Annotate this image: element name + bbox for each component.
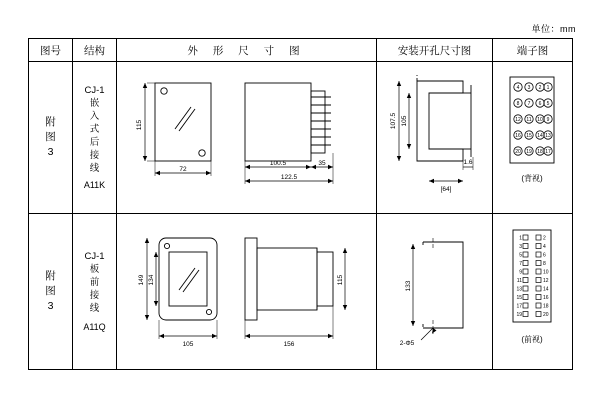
svg-text:10: 10 (543, 269, 549, 275)
row-1-cutout-drawing (377, 62, 493, 214)
row-1-outline-drawing (117, 62, 377, 214)
dim-72: 72 (179, 165, 187, 173)
outline-svg-row2 (117, 216, 375, 368)
cutout-svg-row1 (377, 63, 491, 213)
svg-text:12: 12 (543, 277, 549, 284)
dim-122-5: 122.5 (280, 173, 298, 181)
svg-text:3: 3 (527, 84, 531, 91)
outline-svg-row1 (117, 63, 375, 213)
svg-text:11: 11 (516, 277, 522, 284)
terminal-view-label-row2: (前视) (521, 334, 543, 344)
header-cell-terminal: 端子图 (493, 39, 573, 62)
row-2-structure: CJ-1 板 前 接 线 A11Q (83, 250, 106, 332)
svg-text:8: 8 (516, 100, 520, 107)
dim-100-5: 100.5 (269, 159, 287, 167)
header-cell-structure: 结构 (73, 39, 117, 62)
svg-text:19: 19 (526, 148, 532, 155)
table-row (29, 62, 573, 214)
svg-text:5: 5 (546, 100, 550, 107)
svg-text:16: 16 (543, 294, 549, 301)
svg-text:13: 13 (516, 286, 522, 292)
dim-64: [64] (440, 185, 452, 193)
svg-text:14: 14 (537, 132, 543, 139)
dim-149: 149 (138, 274, 145, 285)
svg-text:19: 19 (516, 311, 522, 318)
svg-text:10: 10 (537, 116, 543, 123)
dim-1-6: 1.6 (463, 158, 473, 166)
svg-text:15: 15 (526, 132, 532, 139)
terminal-view-label-row1: (背视) (521, 173, 543, 183)
cutout-svg-row2 (377, 216, 491, 368)
svg-text:5: 5 (519, 252, 522, 258)
dim-105-row2: 105 (182, 340, 194, 348)
terminal-svg-row1 (493, 63, 571, 213)
spec-table (28, 38, 573, 370)
row-1-structure-cell (73, 62, 117, 214)
row-1-id-cell (29, 62, 73, 214)
svg-text:7: 7 (519, 260, 522, 267)
header-cell-id: 图号 (29, 39, 73, 62)
svg-text:20: 20 (515, 148, 521, 155)
unit-note: 单位：mm (531, 24, 576, 34)
svg-text:6: 6 (538, 100, 542, 107)
terminal-left-numbers (516, 235, 522, 318)
svg-text:6: 6 (543, 252, 546, 258)
dim-115-row2: 115 (337, 274, 344, 285)
dim-35: 35 (318, 159, 326, 167)
svg-text:12: 12 (515, 116, 521, 123)
svg-text:9: 9 (546, 116, 550, 123)
svg-text:18: 18 (543, 303, 549, 309)
dim-115: 115 (136, 119, 143, 130)
svg-text:4: 4 (543, 243, 546, 250)
table-row (29, 214, 573, 370)
row-2-cutout-drawing (377, 214, 493, 370)
row-1-terminal-diagram (493, 62, 573, 214)
svg-text:20: 20 (543, 311, 549, 318)
svg-text:18: 18 (537, 148, 543, 155)
row-2-outline-drawing (117, 214, 377, 370)
svg-text:15: 15 (516, 294, 522, 301)
terminal-right-numbers (543, 235, 549, 318)
dim-105: 105 (401, 115, 408, 126)
svg-text:13: 13 (545, 132, 551, 139)
row-2-id: 附 图 3 (45, 270, 56, 312)
table-header-row (29, 39, 573, 62)
svg-text:16: 16 (515, 132, 521, 139)
svg-text:8: 8 (543, 260, 546, 267)
row-2-id-cell (29, 214, 73, 370)
svg-text:17: 17 (516, 303, 522, 309)
dim-2-phi5: 2-Φ5 (399, 339, 415, 347)
svg-text:2: 2 (543, 235, 546, 241)
svg-text:1: 1 (546, 84, 550, 91)
row-2-structure-cell (73, 214, 117, 370)
row-1-id: 附 图 3 (45, 116, 56, 158)
header-cell-outline: 外 形 尺 寸 图 (117, 39, 377, 62)
row-1-structure: CJ-1 嵌 入 式 后 接 线 A11K (83, 84, 106, 190)
svg-text:14: 14 (543, 286, 549, 292)
svg-text:9: 9 (519, 269, 522, 275)
header-cell-cutout: 安装开孔尺寸图 (377, 39, 493, 62)
dim-107-5: 107.5 (390, 112, 397, 129)
dim-156: 156 (283, 340, 295, 348)
dim-134: 134 (148, 274, 155, 285)
terminal-svg-row2 (493, 216, 571, 368)
svg-text:7: 7 (527, 100, 531, 107)
dim-133: 133 (405, 280, 412, 291)
svg-text:17: 17 (545, 148, 551, 155)
svg-text:2: 2 (538, 84, 542, 91)
row-2-terminal-diagram (493, 214, 573, 370)
svg-text:1: 1 (519, 235, 522, 241)
svg-text:11: 11 (526, 116, 532, 123)
svg-text:4: 4 (516, 84, 520, 91)
svg-text:3: 3 (519, 243, 522, 250)
